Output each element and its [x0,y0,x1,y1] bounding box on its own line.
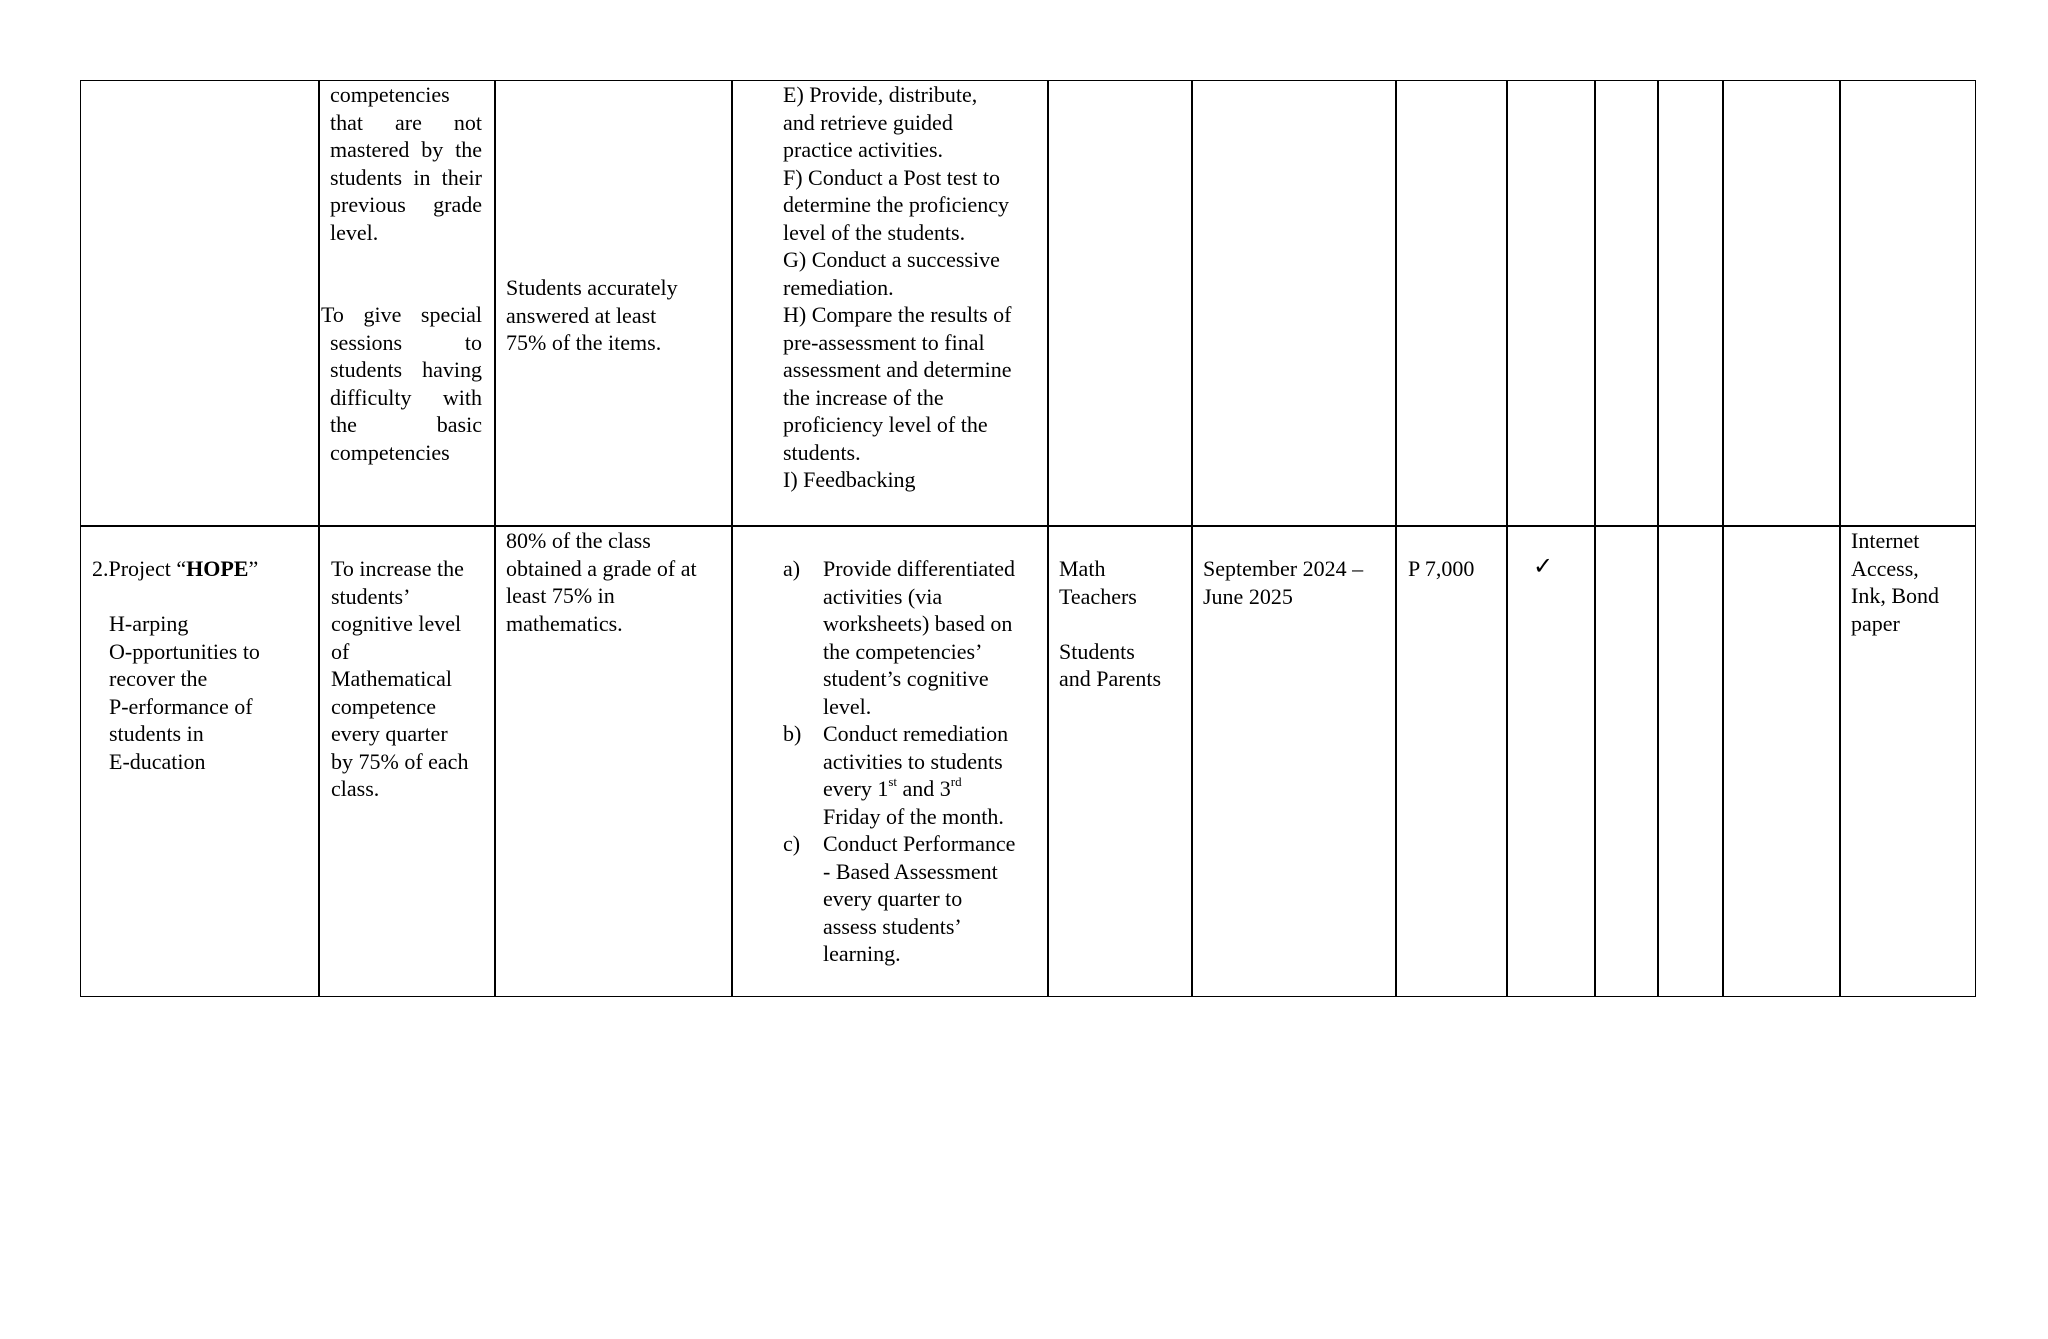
activity-item-a: a) Provide differentiated activities (via worksheets) based on the competencies’ student’s cognitive level. [783,556,1016,719]
text-line: Access, [1851,555,1919,581]
text-line: students. [783,439,861,465]
text-line: students having [330,357,482,382]
text-line: paper [1851,610,1900,636]
activity-item-b: b) Conduct remediation activities to students every 1st and 3rd Friday of the month. [783,721,1009,829]
text-line: proficiency level of the [783,412,988,437]
column-divider [1839,81,1841,996]
text-line: sessions to [330,329,482,355]
column-divider [1657,81,1659,996]
column-divider [1395,81,1397,996]
text-line: that are not [330,109,482,135]
column-divider [1191,81,1193,996]
text-line: determine the proficiency [783,192,1010,217]
column-divider [494,81,496,996]
text-line: E) Provide, distribute, [783,82,978,107]
text-line: level. [330,219,379,245]
row1-activities-cell [783,81,1043,494]
text-line: mathematics. [506,610,623,636]
column-divider [1722,81,1724,996]
column-divider [1047,81,1049,996]
row1-objectives-cell [321,81,482,466]
text-line: H) Compare the results of [783,302,1012,327]
text-line: every quarter [331,721,448,746]
acronym-line: H-arping [109,611,189,636]
text-line: 80% of the class [506,528,651,553]
row2-check-cell [1533,553,1573,581]
text-line: competence [331,693,437,719]
text-line: previous grade [330,192,482,217]
text-line: cognitive level [331,611,462,636]
text-line: Mathematical [331,666,452,691]
list-label: b) [783,721,802,746]
acronym-line: P-erformance of [109,693,253,719]
text-line: I) Feedbacking [783,467,916,492]
row2-success-indicator-cell [506,527,726,637]
list-label: c) [783,831,801,856]
project-name: HOPE [186,556,249,581]
text-line: June 2025 [1203,583,1293,609]
row2-persons-involved-cell [1059,555,1187,693]
text-line: Ink, Bond [1851,583,1939,608]
acronym-line: recover the [109,666,208,691]
text-line: class. [331,776,380,801]
text-line: practice activities. [783,137,944,162]
budget-value: P 7,000 [1408,556,1475,581]
text-line: obtained a grade of at [506,555,697,581]
text-line: competencies [330,82,450,107]
text-line: remediation. [783,274,894,300]
column-divider [318,81,320,996]
text-line: students in their [330,164,482,190]
text-line: level of the students. [783,219,966,245]
text-line: F) Conduct a Post test to [783,164,1000,190]
row-divider [81,525,1975,527]
project-title: 2.Project “HOPE” [92,556,259,581]
row2-resources-cell [1851,527,1971,637]
text-line: To give special [321,302,482,327]
text-line: Internet [1851,528,1920,553]
text-line: mastered by the [330,137,482,162]
text-line: and retrieve guided [783,109,953,135]
acronym-line: students in [109,721,204,746]
check-mark-icon: ✓ [1533,552,1554,580]
row1-success-indicator-cell [506,274,726,357]
text-line: and Parents [1059,666,1162,691]
text-line: the increase of the [783,384,944,410]
text-line: 75% of the items. [506,330,662,355]
text-line: assessment and determine [783,357,1012,382]
text-line: the basic [330,412,482,437]
text-line: September 2024 – [1203,556,1364,581]
text-line: difficulty with [330,384,482,410]
text-line: students’ [331,583,411,609]
column-divider [731,81,733,996]
row2-objectives-cell [331,555,489,803]
text-line: Students accurately [506,275,678,300]
row2-activities-cell [783,555,1043,968]
list-label: a) [783,556,801,581]
text-line: To increase the [331,556,464,581]
text-line: competencies [330,439,450,465]
text-line: least 75% in [506,583,615,608]
column-divider [1594,81,1596,996]
action-plan-table [80,80,1976,997]
text-line: of [331,638,350,664]
column-divider [1506,81,1508,996]
row2-project-cell [92,555,312,775]
row2-time-frame-cell [1203,555,1393,610]
text-line: Math [1059,556,1106,581]
text-line: answered at least [506,302,657,328]
row2-budget-cell [1408,555,1504,583]
text-line: G) Conduct a successive [783,247,1000,272]
text-line: Teachers [1059,583,1137,609]
text-line: pre-assessment to final [783,329,985,355]
activity-item-c: c) Conduct Performance - Based Assessment every quarter to assess students’ learning. [783,831,1016,966]
acronym-line: E-ducation [109,748,206,774]
text-line: Students [1059,638,1135,664]
acronym-line: O-pportunities to [109,638,260,664]
text-line: by 75% of each [331,748,469,774]
